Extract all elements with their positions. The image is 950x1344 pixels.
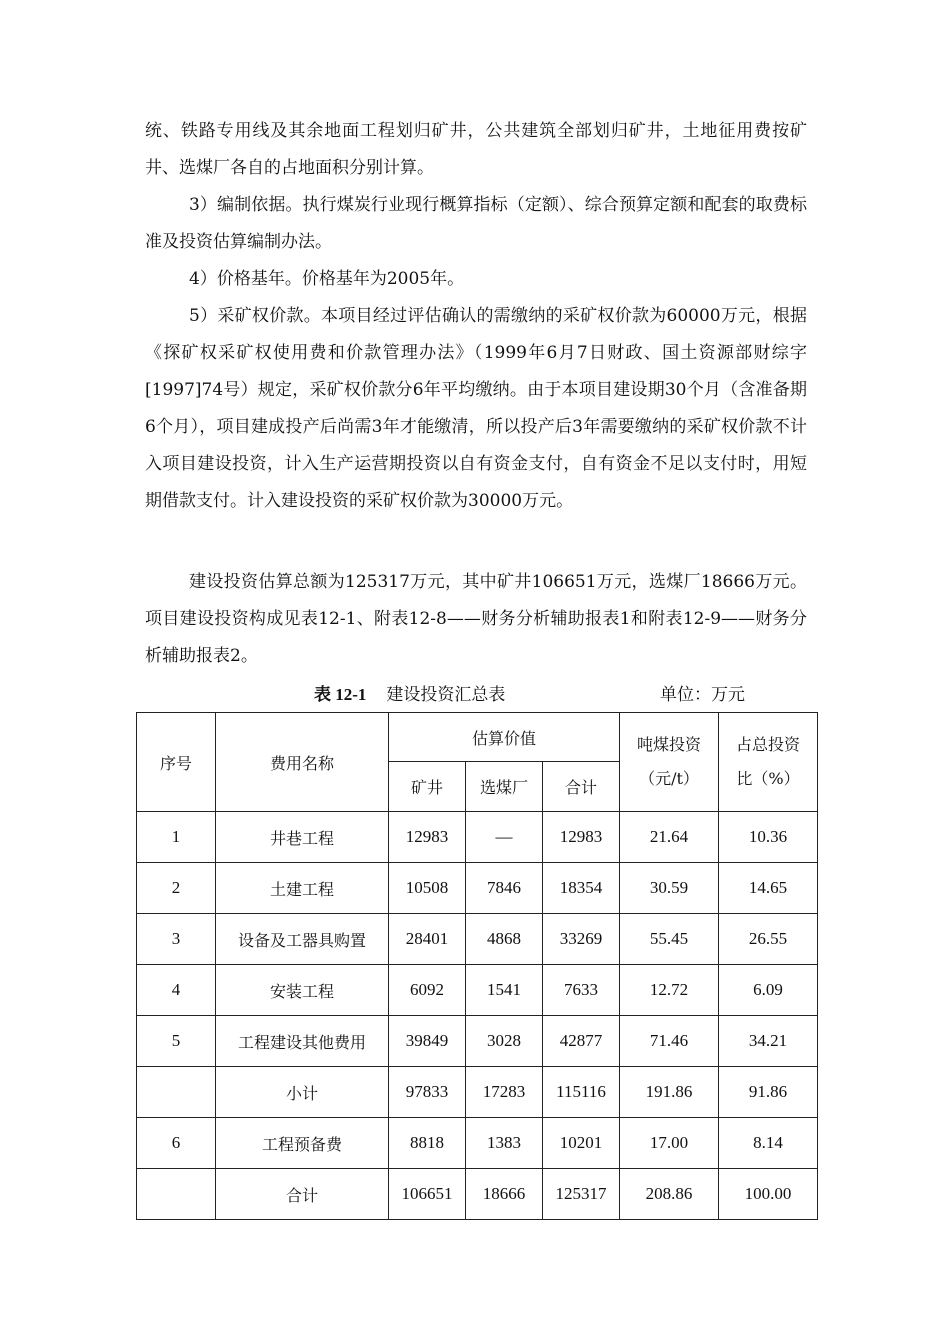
header-cost-name: 费用名称 — [216, 713, 389, 812]
table-caption — [0, 676, 950, 706]
cell-seq: 5 — [137, 1016, 216, 1067]
header-per-ton-line2: （元/t） — [639, 769, 699, 788]
cell-cost-name: 工程建设其他费用 — [216, 1016, 389, 1067]
table-row — [137, 1067, 818, 1118]
cell-ratio: 100.00 — [719, 1169, 818, 1220]
table-row — [137, 1169, 818, 1220]
cell-seq: 3 — [137, 914, 216, 965]
cell-total: 42877 — [543, 1016, 620, 1067]
cell-plant: — — [466, 812, 543, 863]
cell-total: 7633 — [543, 965, 620, 1016]
cell-seq: 6 — [137, 1118, 216, 1169]
cell-per-ton: 71.46 — [620, 1016, 719, 1067]
table-row — [137, 863, 818, 914]
cell-per-ton: 30.59 — [620, 863, 719, 914]
cell-cost-name: 合计 — [216, 1169, 389, 1220]
paragraph-mining-right-price: 5）采矿权价款。本项目经过评估确认的需缴纳的采矿权价款为60000万元，根据《探矿权采矿权使用费和价款管理办法》（1999年6月7日财政、国土资源部财综字[1997]74号）规定，采矿权价款分6年平均缴纳。由于本项目建设期30个月（含准备期6个月），项目建成投产后尚需3年才能缴清，所以投产后3年需要缴纳的采矿权价款不计入项目建设投资，计入生产运营期投资以自有资金支付，自有资金不足以支付时，用短期借款支付。计入建设投资的采矿权价款为30000万元。 — [145, 306, 807, 511]
cell-per-ton: 21.64 — [620, 812, 719, 863]
cell-mine: 6092 — [389, 965, 466, 1016]
header-ratio-line2: 比（%） — [736, 769, 800, 788]
cell-mine: 8818 — [389, 1118, 466, 1169]
paragraph-land-allocation: 统、铁路专用线及其余地面工程划归矿井，公共建筑全部划归矿井，土地征用费按矿井、选煤厂各自的占地面积分别计算。 — [145, 121, 807, 178]
cell-total: 18354 — [543, 863, 620, 914]
cell-per-ton: 17.00 — [620, 1118, 719, 1169]
table-row — [137, 1118, 818, 1169]
cell-plant: 4868 — [466, 914, 543, 965]
cell-plant: 3028 — [466, 1016, 543, 1067]
cell-total: 33269 — [543, 914, 620, 965]
cell-total: 125317 — [543, 1169, 620, 1220]
table-row — [137, 965, 818, 1016]
table-row — [137, 914, 818, 965]
cell-mine: 97833 — [389, 1067, 466, 1118]
cell-cost-name: 小计 — [216, 1067, 389, 1118]
cell-mine: 106651 — [389, 1169, 466, 1220]
cell-seq — [137, 1169, 216, 1220]
cell-plant: 1541 — [466, 965, 543, 1016]
table-caption-number: 表 12-1 — [314, 685, 367, 704]
table-caption-title — [314, 680, 505, 705]
paragraph-compilation-basis: 3）编制依据。执行煤炭行业现行概算指标（定额）、综合预算定额和配套的取费标准及投资估算编制办法。 — [145, 195, 807, 252]
header-ratio — [719, 713, 818, 812]
cell-cost-name: 井巷工程 — [216, 812, 389, 863]
cell-plant: 7846 — [466, 863, 543, 914]
cell-per-ton: 191.86 — [620, 1067, 719, 1118]
table-caption-text: 建设投资汇总表 — [386, 685, 506, 705]
cell-cost-name: 土建工程 — [216, 863, 389, 914]
paragraph-investment-total: 建设投资估算总额为125317万元，其中矿井106651万元，选煤厂18666万元。项目建设投资构成见表12-1、附表12-8——财务分析辅助报表1和附表12-9——财务分析辅助报表2。 — [145, 572, 807, 666]
table-row — [137, 1016, 818, 1067]
header-plant: 选煤厂 — [466, 762, 543, 812]
cell-mine: 28401 — [389, 914, 466, 965]
cell-ratio: 10.36 — [719, 812, 818, 863]
header-mine: 矿井 — [389, 762, 466, 812]
cell-mine: 12983 — [389, 812, 466, 863]
cell-ratio: 8.14 — [719, 1118, 818, 1169]
cell-plant: 1383 — [466, 1118, 543, 1169]
header-estimate: 估算价值 — [389, 713, 620, 762]
header-per-ton-line1: 吨煤投资 — [636, 735, 701, 754]
cell-per-ton: 12.72 — [620, 965, 719, 1016]
cell-cost-name: 工程预备费 — [216, 1118, 389, 1169]
cell-cost-name: 安装工程 — [216, 965, 389, 1016]
paragraph-price-base-year: 4）价格基年。价格基年为2005年。 — [189, 269, 465, 289]
table-unit-label: 单位：万元 — [660, 685, 745, 705]
cell-plant: 17283 — [466, 1067, 543, 1118]
cell-per-ton: 208.86 — [620, 1169, 719, 1220]
cell-ratio: 6.09 — [719, 965, 818, 1016]
cell-seq: 2 — [137, 863, 216, 914]
cell-ratio: 14.65 — [719, 863, 818, 914]
cell-seq: 4 — [137, 965, 216, 1016]
header-total: 合计 — [543, 762, 620, 812]
cell-total: 115116 — [543, 1067, 620, 1118]
cell-ratio: 26.55 — [719, 914, 818, 965]
table-header-row-1 — [137, 713, 818, 762]
cell-plant: 18666 — [466, 1169, 543, 1220]
header-per-ton — [620, 713, 719, 812]
cell-ratio: 91.86 — [719, 1067, 818, 1118]
cell-ratio: 34.21 — [719, 1016, 818, 1067]
cell-total: 12983 — [543, 812, 620, 863]
cell-seq: 1 — [137, 812, 216, 863]
header-seq: 序号 — [137, 713, 216, 812]
cell-seq — [137, 1067, 216, 1118]
cell-cost-name: 设备及工器具购置 — [216, 914, 389, 965]
cell-per-ton: 55.45 — [620, 914, 719, 965]
cell-mine: 39849 — [389, 1016, 466, 1067]
cell-total: 10201 — [543, 1118, 620, 1169]
cell-mine: 10508 — [389, 863, 466, 914]
investment-summary-table — [136, 712, 818, 1220]
table-row — [137, 812, 818, 863]
header-ratio-line1: 占总投资 — [735, 735, 800, 754]
